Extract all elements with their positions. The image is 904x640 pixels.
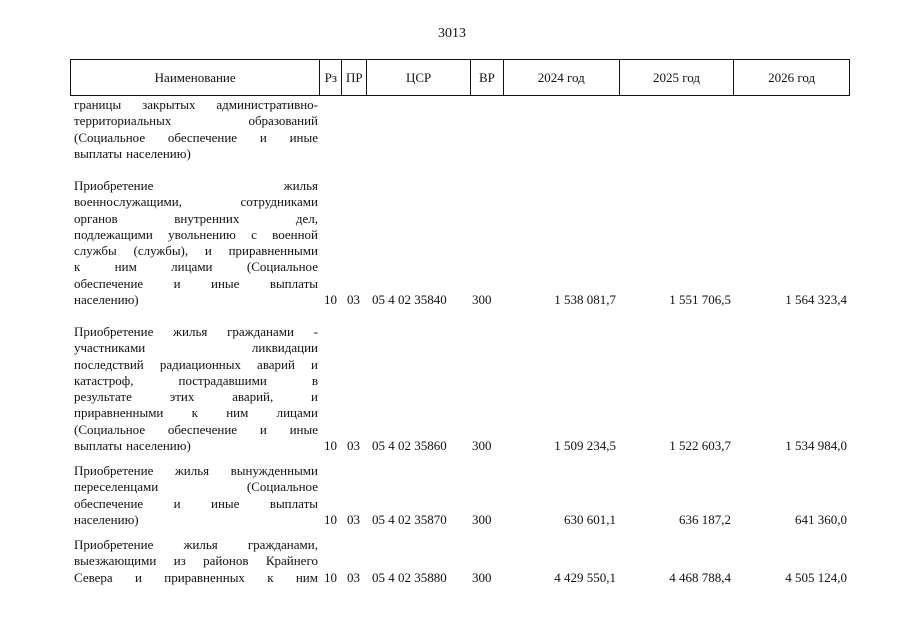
row-name-line	[74, 479, 318, 495]
row-name-word: аварий	[257, 356, 295, 372]
row-name-word: обеспечение	[167, 129, 238, 145]
cell-y2024: 4 429 550,1	[554, 569, 616, 585]
column-header-csr: ЦСР	[367, 60, 471, 95]
row-name-word: приравненными	[228, 243, 318, 259]
row-name-word: вынужденными	[230, 463, 318, 478]
row-name	[74, 324, 318, 454]
row-name-word: радиационных	[159, 356, 241, 372]
row-name-word: к	[74, 259, 81, 275]
row-name-word: ним	[114, 259, 137, 275]
row-name-word: гражданами,	[247, 537, 318, 552]
row-name-word: гражданами	[227, 324, 294, 339]
row-name-line	[74, 422, 318, 438]
row-name-word: иные	[289, 129, 318, 145]
row-name-word: лицами	[171, 259, 213, 275]
cell-vr: 300	[472, 438, 492, 454]
row-name-line	[74, 243, 318, 259]
row-name-word: дел,	[295, 210, 318, 226]
row-name-word: этих	[169, 389, 195, 405]
cell-csr: 05 4 02 35880	[372, 569, 447, 585]
row-name-word: и	[259, 421, 267, 437]
cell-rz: 10	[324, 569, 337, 585]
cell-csr: 05 4 02 35860	[372, 438, 447, 454]
row-name-word: приравненными	[74, 405, 164, 421]
row-name-word: административно-	[216, 97, 318, 112]
cell-y2024: 630 601,1	[564, 511, 616, 527]
row-name-word: жилья	[283, 178, 318, 193]
row-name-line	[74, 211, 318, 227]
row-name-word: и	[134, 569, 142, 585]
row-name-word: Севера	[74, 569, 113, 585]
row-name-word: иные	[210, 495, 240, 511]
row-name-word: ним	[295, 569, 318, 585]
row-name-word: пострадавшими	[178, 372, 267, 388]
row-name-word: границы	[74, 97, 122, 112]
row-name-word: выплаты	[269, 275, 318, 291]
row-name-word: Приобретение	[74, 178, 154, 193]
row-name-word: в	[311, 372, 318, 388]
cell-csr: 05 4 02 35840	[372, 292, 447, 308]
row-name-line	[74, 178, 318, 194]
row-name-word: обеспечение	[167, 421, 238, 437]
row-name-word: Приобретение	[74, 324, 154, 339]
row-name-word: районов	[203, 553, 249, 569]
row-name-word: (Социальное	[74, 129, 146, 145]
row-name-word: и	[311, 389, 318, 405]
row-name-word: иные	[210, 275, 240, 291]
row-name-line	[74, 373, 318, 389]
row-name-word: и	[311, 356, 318, 372]
cell-vr: 300	[472, 511, 492, 527]
row-name-word: и	[259, 129, 267, 145]
cell-y2026: 1 564 323,4	[785, 292, 847, 308]
cell-y2024: 1 509 234,5	[554, 438, 616, 454]
column-header-2026: 2026 год	[768, 69, 816, 85]
row-name-word: участниками	[74, 340, 146, 356]
row-name-word: (Социальное	[246, 479, 318, 495]
row-name-word: органов	[74, 210, 118, 226]
cell-y2025: 636 187,2	[679, 511, 731, 527]
cell-y2026: 641 360,0	[795, 511, 847, 527]
cell-y2025: 4 468 788,4	[669, 569, 731, 585]
row-name-word: выплаты	[74, 145, 123, 161]
row-name-word: Крайнего	[265, 553, 318, 569]
row-name-word: результате	[74, 389, 132, 405]
row-name-word: увольнению	[168, 226, 236, 242]
row-name-word: внутренних	[174, 210, 240, 226]
cell-pr: 03	[347, 438, 360, 454]
row-name-word: последствий	[74, 356, 144, 372]
row-name-word: Приобретение	[74, 463, 154, 478]
cell-csr: 05 4 02 35870	[372, 511, 447, 527]
row-name-word: иные	[289, 421, 318, 437]
row-name-word: -	[313, 324, 318, 339]
cell-rz: 10	[324, 511, 337, 527]
row-name-line	[74, 389, 318, 405]
row-name-word: населению)	[74, 292, 139, 308]
cell-pr: 03	[347, 569, 360, 585]
cell-vr: 300	[472, 292, 492, 308]
row-name-line	[74, 496, 318, 512]
row-name-word: катастроф,	[74, 372, 134, 388]
row-name-word: жилья	[174, 463, 210, 478]
row-name-word: жилья	[183, 537, 218, 552]
row-name-word: к	[267, 569, 274, 585]
cell-rz: 10	[324, 438, 337, 454]
row-name-word: Приобретение	[74, 537, 154, 552]
row-name-word: военной	[272, 226, 318, 242]
row-name-word: к	[191, 405, 198, 421]
cell-pr: 03	[347, 511, 360, 527]
row-name-word: военнослужащими,	[74, 194, 182, 210]
row-name-word: и	[204, 243, 212, 259]
row-name-word: населению)	[74, 511, 139, 527]
row-name-line	[74, 97, 318, 113]
row-name-word: ликвидации	[251, 340, 318, 356]
row-name-line	[74, 463, 318, 479]
row-name-line	[74, 113, 318, 129]
row-name-word: сотрудниками	[240, 194, 318, 210]
column-header-pr: ПР	[342, 60, 367, 95]
row-values	[70, 438, 850, 454]
row-name-word: выплаты	[269, 495, 318, 511]
row-name-line	[74, 194, 318, 210]
row-name-word: (службы),	[133, 243, 189, 259]
row-name	[74, 178, 318, 308]
cell-rz: 10	[324, 292, 337, 308]
cell-y2024: 1 538 081,7	[554, 292, 616, 308]
row-name-word: территориальных	[74, 113, 172, 129]
row-name-word: населению)	[126, 145, 191, 161]
row-name-line	[74, 276, 318, 292]
cell-y2025: 1 551 706,5	[669, 292, 731, 308]
column-header-vr: ВР	[471, 60, 504, 95]
row-name-word: населению)	[126, 438, 191, 454]
row-name-word: с	[251, 226, 257, 242]
cell-y2025: 1 522 603,7	[669, 438, 731, 454]
row-name-line	[74, 340, 318, 356]
cell-y2026: 4 505 124,0	[785, 569, 847, 585]
row-name-word: обеспечение	[74, 275, 144, 291]
row-name-word: аварий,	[232, 389, 274, 405]
row-name-line	[74, 537, 318, 553]
column-header-2024: 2024 год	[504, 60, 620, 95]
page-number: 3013	[438, 26, 466, 41]
row-values	[70, 570, 850, 586]
row-name-word: (Социальное	[246, 259, 318, 275]
row-name-word: обеспечение	[74, 495, 144, 511]
row-name-line	[74, 227, 318, 243]
row-name-word: ним	[226, 405, 249, 421]
row-name-line	[74, 324, 318, 340]
row-name-word: жилья	[173, 324, 208, 339]
row-name-word: закрытых	[142, 97, 196, 112]
row-name-line	[74, 553, 318, 569]
cell-y2026: 1 534 984,0	[785, 438, 847, 454]
row-name-word: приравненных	[164, 569, 245, 585]
row-name-word: из	[173, 553, 186, 569]
row-name-word: и	[173, 495, 181, 511]
row-name-word: переселенцами	[74, 479, 159, 495]
cell-vr: 300	[472, 569, 492, 585]
row-name-word: лицами	[276, 405, 318, 421]
column-header-rz: Рз	[320, 60, 342, 95]
table-header	[70, 59, 850, 96]
row-name-line	[74, 130, 318, 146]
row-values	[70, 512, 850, 528]
row-name-word: выплаты	[74, 438, 123, 454]
column-header-2025: 2025 год	[620, 60, 735, 95]
row-name-word: службы	[74, 243, 117, 259]
row-name-word: (Социальное	[74, 421, 146, 437]
row-values	[70, 146, 850, 162]
cell-pr: 03	[347, 292, 360, 308]
row-name-line	[74, 357, 318, 373]
row-name-word: образований	[248, 113, 318, 129]
row-name-word: и	[173, 275, 181, 291]
row-name-line	[74, 259, 318, 275]
row-name-word: выезжающими	[74, 553, 157, 569]
row-values	[70, 292, 850, 308]
column-header-name: Наименование	[71, 60, 320, 95]
row-name-line	[74, 405, 318, 421]
row-name-word: подлежащими	[74, 226, 153, 242]
